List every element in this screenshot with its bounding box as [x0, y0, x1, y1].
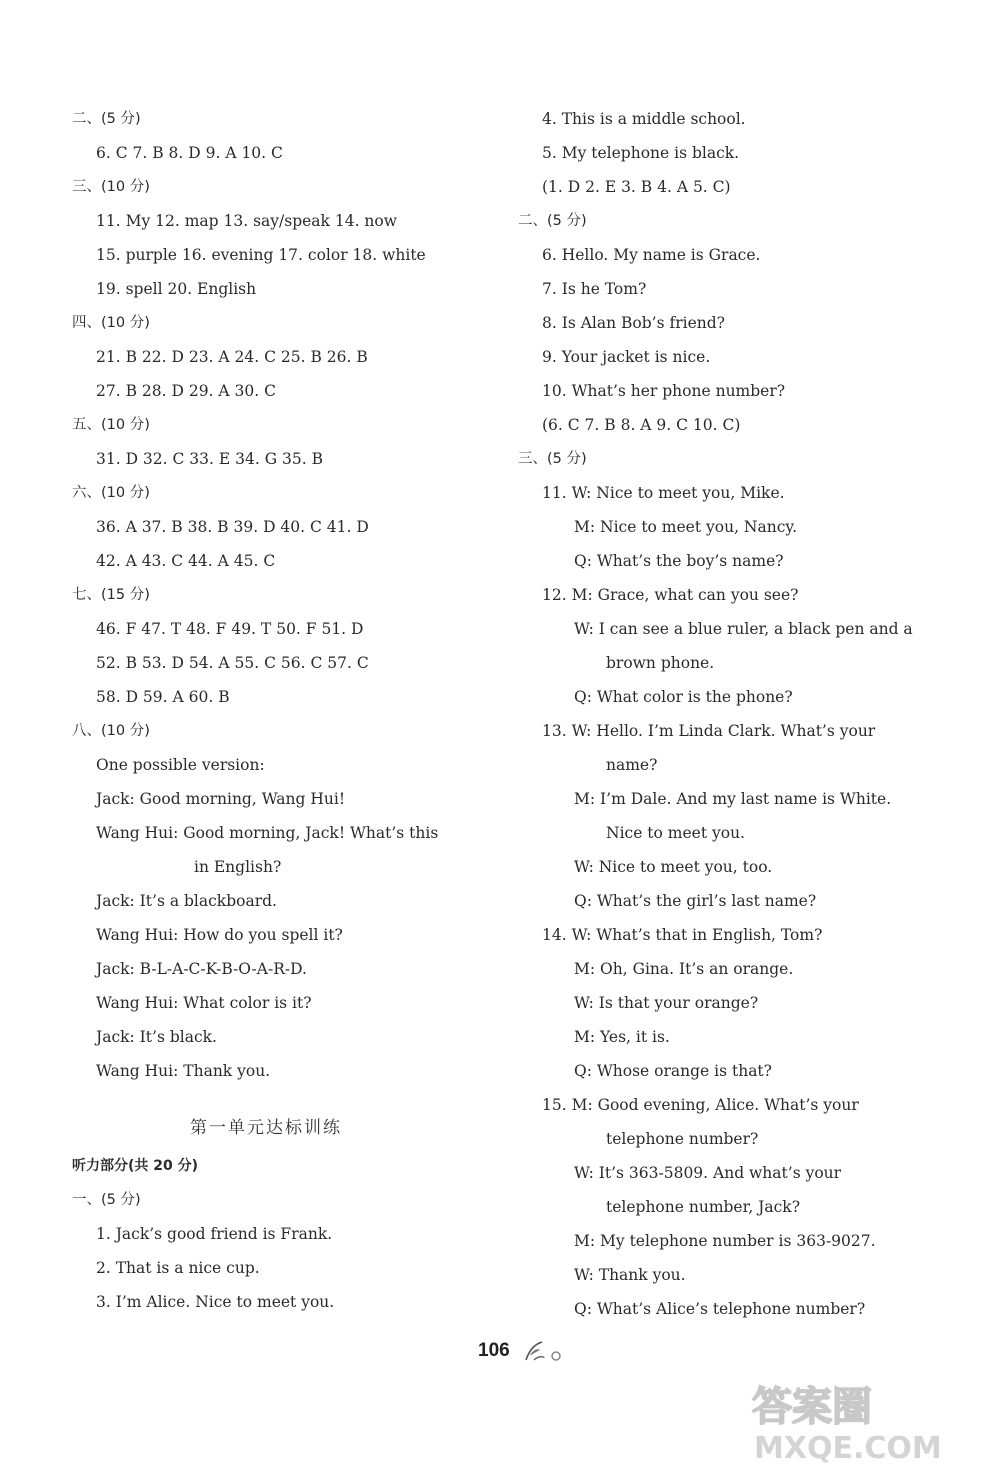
- left-line: Jack: B-L-A-C-K-B-O-A-R-D.: [96, 960, 307, 978]
- left-line: 七、(15 分): [72, 587, 150, 603]
- right-line: (1. D 2. E 3. B 4. A 5. C): [542, 178, 731, 196]
- right-line: M: Oh, Gina. It’s an orange.: [574, 960, 794, 978]
- right-line: 12. M: Grace, what can you see?: [542, 586, 799, 604]
- left-line: Wang Hui: Thank you.: [96, 1062, 271, 1080]
- watermark-logo-icon: [746, 1376, 982, 1466]
- right-line: 10. What’s her phone number?: [542, 382, 786, 400]
- leaf-swirl-icon: [522, 1338, 566, 1364]
- right-line: telephone number?: [606, 1130, 759, 1148]
- right-line: 二、(5 分): [518, 213, 587, 229]
- left-line: Wang Hui: What color is it?: [96, 994, 312, 1012]
- left-line: 3. I’m Alice. Nice to meet you.: [96, 1293, 335, 1311]
- right-line: name?: [606, 756, 658, 774]
- right-line: 5. My telephone is black.: [542, 144, 740, 162]
- left-line: 听力部分(共 20 分): [72, 1158, 199, 1174]
- left-line: Jack: It’s black.: [96, 1028, 217, 1046]
- left-line: 五、(10 分): [72, 417, 150, 433]
- right-line: 三、(5 分): [518, 451, 587, 467]
- page-number: 106: [478, 1340, 510, 1361]
- right-line: 7. Is he Tom?: [542, 280, 647, 298]
- left-line: 2. That is a nice cup.: [96, 1259, 260, 1277]
- left-line: 四、(10 分): [72, 315, 150, 331]
- left-line: 二、(5 分): [72, 111, 141, 127]
- right-line: M: Yes, it is.: [574, 1028, 670, 1046]
- left-line: 6. C 7. B 8. D 9. A 10. C: [96, 144, 283, 162]
- right-line: M: My telephone number is 363-9027.: [574, 1232, 876, 1250]
- left-line: 27. B 28. D 29. A 30. C: [96, 382, 276, 400]
- left-line: 19. spell 20. English: [96, 280, 257, 298]
- left-line: 11. My 12. map 13. say/speak 14. now: [96, 212, 398, 230]
- left-line: Wang Hui: Good morning, Jack! What’s this: [96, 824, 439, 842]
- left-line: One possible version:: [96, 756, 265, 774]
- left-line: Jack: It’s a blackboard.: [96, 892, 277, 910]
- right-line: Q: What’s Alice’s telephone number?: [574, 1300, 866, 1318]
- right-line: W: Thank you.: [574, 1266, 686, 1284]
- right-line: 9. Your jacket is nice.: [542, 348, 711, 366]
- unit-section-title: 第一单元达标训练: [190, 1118, 342, 1138]
- left-line: 52. B 53. D 54. A 55. C 56. C 57. C: [96, 654, 369, 672]
- right-line: telephone number, Jack?: [606, 1198, 801, 1216]
- right-line: W: It’s 363-5809. And what’s your: [574, 1164, 842, 1182]
- right-line: brown phone.: [606, 654, 715, 672]
- left-line: 31. D 32. C 33. E 34. G 35. B: [96, 450, 323, 468]
- right-line: 6. Hello. My name is Grace.: [542, 246, 761, 264]
- right-line: W: I can see a blue ruler, a black pen and a: [574, 620, 913, 638]
- left-line: 15. purple 16. evening 17. color 18. white: [96, 246, 426, 264]
- right-line: 15. M: Good evening, Alice. What’s your: [542, 1096, 859, 1114]
- left-line: Jack: Good morning, Wang Hui!: [96, 790, 346, 808]
- right-line: W: Nice to meet you, too.: [574, 858, 773, 876]
- right-line: Q: What color is the phone?: [574, 688, 793, 706]
- right-line: (6. C 7. B 8. A 9. C 10. C): [542, 416, 741, 434]
- right-line: Q: Whose orange is that?: [574, 1062, 772, 1080]
- left-line: 1. Jack’s good friend is Frank.: [96, 1225, 333, 1243]
- left-line: 58. D 59. A 60. B: [96, 688, 230, 706]
- right-line: Nice to meet you.: [606, 824, 745, 842]
- left-line: 八、(10 分): [72, 723, 150, 739]
- left-line: 六、(10 分): [72, 485, 150, 501]
- left-line: 42. A 43. C 44. A 45. C: [96, 552, 276, 570]
- left-line: 三、(10 分): [72, 179, 150, 195]
- right-line: M: I’m Dale. And my last name is White.: [574, 790, 892, 808]
- right-line: 4. This is a middle school.: [542, 110, 746, 128]
- left-line: Wang Hui: How do you spell it?: [96, 926, 343, 944]
- right-line: 13. W: Hello. I’m Linda Clark. What’s your: [542, 722, 876, 740]
- right-line: 11. W: Nice to meet you, Mike.: [542, 484, 785, 502]
- right-line: W: Is that your orange?: [574, 994, 759, 1012]
- watermark-url: MXQE.COM: [754, 1431, 942, 1466]
- left-line: 46. F 47. T 48. F 49. T 50. F 51. D: [96, 620, 364, 638]
- left-line: 21. B 22. D 23. A 24. C 25. B 26. B: [96, 348, 368, 366]
- right-line: 8. Is Alan Bob’s friend?: [542, 314, 725, 332]
- watermark: [746, 1376, 982, 1470]
- right-line: Q: What’s the boy’s name?: [574, 552, 784, 570]
- watermark-logo-text: 答案圈: [752, 1384, 872, 1430]
- right-line: 14. W: What’s that in English, Tom?: [542, 926, 823, 944]
- left-line: in English?: [194, 858, 282, 876]
- left-line: 一、(5 分): [72, 1192, 141, 1208]
- left-line: 36. A 37. B 38. B 39. D 40. C 41. D: [96, 518, 369, 536]
- right-line: M: Nice to meet you, Nancy.: [574, 518, 798, 536]
- right-line: Q: What’s the girl’s last name?: [574, 892, 817, 910]
